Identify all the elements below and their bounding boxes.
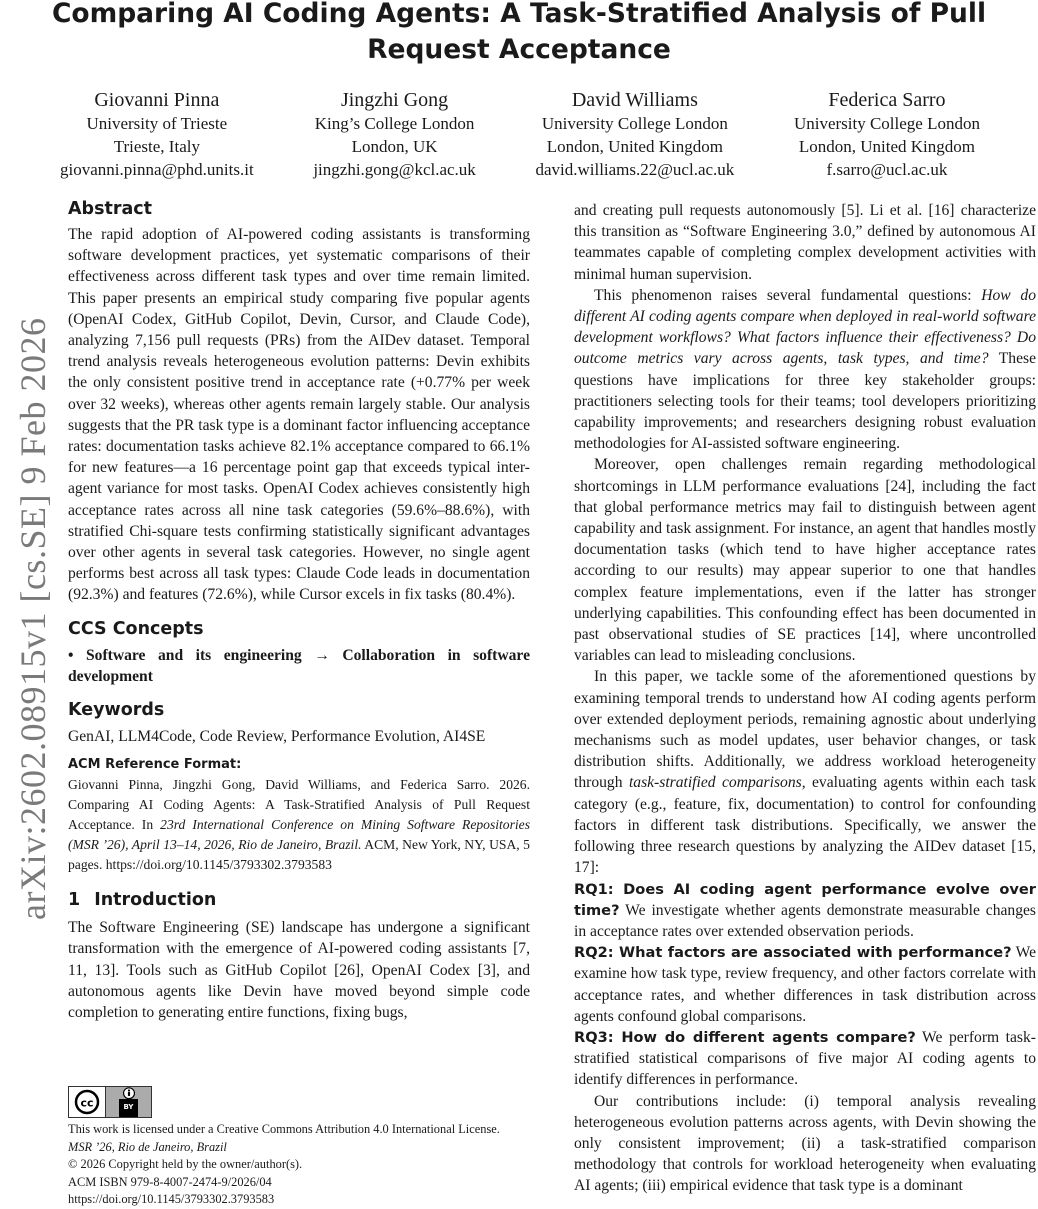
author-name: Jingzhi Gong	[340, 89, 449, 111]
section-number: 1	[68, 890, 81, 911]
author-name: Federica Sarro	[828, 89, 946, 111]
author-affiliation: King’s College London	[314, 114, 475, 133]
acm-reference	[68, 755, 530, 875]
attribution-icon	[106, 1087, 151, 1117]
license-block	[68, 1086, 538, 1209]
contributions-paragraph: Our contributions include: (i) temporal analysis revealing heterogeneous evolution patterns across agents, with Devin showing the only consistent improvement; (ii) a task-stratified comparison methodology that controls for workload heterogeneity when evaluating AI agents; (iii) empirical evidence that task type is a dominant	[574, 1092, 1036, 1195]
section-title: Introduction	[94, 890, 217, 911]
svg-text:cc: cc	[80, 1096, 94, 1110]
author-name: Giovanni Pinna	[94, 89, 220, 111]
ccs-heading: CCS Concepts	[68, 618, 204, 639]
paragraph-text: These questions have implications for three key stakeholder groups: practitioners selecting tools for their teams; tool developers prioritizing capability improvements; and researchers designing robust evaluation methodologies for AI-assisted software engineering.	[574, 350, 1036, 453]
rq2	[574, 942, 1036, 1027]
author-location: Trieste, Italy	[113, 137, 200, 156]
author-affiliation: University College London	[541, 114, 728, 133]
acm-reference-label: ACM Reference Format:	[68, 757, 242, 773]
author-affiliation: University College London	[793, 114, 980, 133]
arxiv-identifier: arXiv:2602.08915v1 [cs.SE] 9 Feb 2026	[13, 317, 53, 920]
intro-paragraph: and creating pull requests autonomously [5]. Li et al. [16] characterize this transition as “Software Engineering 3.0,” defined by autonomous AI teammates capable of completing complex development activities with minimal human supervision.	[574, 202, 1036, 283]
rq3	[574, 1027, 1036, 1091]
emphasis-text: task-stratified comparisons	[628, 774, 802, 792]
author-email[interactable]: jingzhi.gong@kcl.ac.uk	[313, 160, 476, 179]
rq3-label: RQ3: How do different agents compare?	[574, 1028, 916, 1046]
abstract-text: The rapid adoption of AI-powered coding assistants is transforming software development practices, yet systematic comparisons of their effectiveness across different task types and over time remain limited. This paper presents an empirical study comparing five popular agents (OpenAI Codex, GitHub Copilot, Devin, Cursor, and Claude Code), analyzing 7,156 pull requests (PRs) from the AIDev dataset. Temporal trend analysis reveals heterogeneous evolution patterns: Devin exhibits the only consistent positive trend in acceptance rate (+0.77% per week over 32 weeks), whereas other agents remain largely stable. Our analysis suggests that the PR task type is a dominant factor influencing acceptance rates: documentation tasks achieve 82.1% acceptance compared to 66.1% for new features—a 16 percentage point gap that exceeds typical inter-agent variance for most tasks. OpenAI Codex achieves consistently high acceptance rates across all nine task categories (59.6%–88.6%), with stratified Chi-square tests confirming statistically significant advantages over other agents in several task categories. However, no single agent performs best across all task types: Claude Code leads in documentation (92.3%) and features (72.6%), while Cursor excels in fix tasks (80.4%).	[68, 226, 530, 604]
paragraph-text: This phenomenon raises several fundamental questions:	[594, 286, 982, 304]
isbn-text: ACM ISBN 979-8-4007-2474-9/2026/04	[68, 1174, 272, 1189]
author-email[interactable]: david.williams.22@ucl.ac.uk	[535, 160, 735, 179]
rq2-text: We examine how task type, review frequency, and other factors correlate with acceptance rates, and whether differences in task distribution across agents confound global comparisons.	[574, 944, 1036, 1025]
intro-paragraph	[574, 666, 1036, 878]
rq1-label: RQ1: Does AI coding agent performance evolve over time?	[574, 880, 1036, 919]
by-label: BY	[119, 1099, 137, 1117]
research-questions-italic: How do different AI coding agents compare when deployed in real-world software development workflows? What factors influence their effectiveness? Do outcome metrics vary across agents, task types, and time?	[574, 286, 1036, 368]
paragraph-text: , evaluating agents within each task category (e.g., feature, fix, documentation) to control for confounding factors in different task distributions. Specifically, we answer the following three research questions by analyzing the AIDev dataset [15, 17]:	[574, 774, 1036, 877]
author-block	[60, 88, 980, 181]
license-text: This work is licensed under a Creative Commons Attribution 4.0 International License.	[68, 1122, 500, 1136]
author-name: David Williams	[571, 89, 698, 111]
intro-paragraph: Moreover, open challenges remain regarding methodological shortcomings in LLM performance evaluations [24], including the fact that global performance metrics may fail to distinguish between agent capability and task assignment. For instance, an agent that handles mostly documentation tasks (which tend to have higher acceptance rates according to our results) may appear superior to one that handles complex feature implementations, even if the latter has stronger underlying capabilities. This confounding effect has been documented in past observational studies of SE practices [14], where uncontrolled variables can lead to misleading conclusions.	[574, 456, 1036, 665]
acm-reference-venue: 23rd International Conference on Mining Software Repositories (MSR ’26), April 13–14, 2026, Rio de Janeiro, Brazil.	[68, 817, 530, 853]
rq1-text: We investigate whether agents demonstrate measurable changes in acceptance rates over extended observation periods.	[574, 901, 1036, 940]
acm-reference-authors: Giovanni Pinna, Jingzhi Gong, David Williams, and Federica Sarro. 2026. Comparing AI Coding Agents: A Task-Stratified Analysis of Pull Request Acceptance. In	[68, 777, 530, 833]
creative-commons-icon	[69, 1087, 106, 1117]
intro-paragraph: The Software Engineering (SE) landscape has undergone a significant transformation with the emergence of AI-powered coding assistants [7, 11, 13]. Tools such as GitHub Copilot [26], OpenAI Codex [3], and autonomous agents like Devin have moved beyond simple code completion to generating entire functions, fixing bugs,	[68, 919, 530, 1022]
keywords-heading: Keywords	[68, 700, 165, 721]
cc-by-badge[interactable]	[68, 1086, 152, 1118]
introduction-heading	[68, 887, 530, 913]
acm-reference-rest: ACM, New York, NY, USA, 5 pages. https://doi.org/10.1145/3793302.3793583	[68, 837, 530, 873]
author-location: London, United Kingdom	[798, 137, 976, 156]
rq2-label: RQ2: What factors are associated with performance?	[574, 944, 1012, 962]
paragraph-text: In this paper, we tackle some of the aforementioned questions by examining temporal trends to understand how AI coding agents perform over extended deployment periods, remaining agnostic about underlying mechanisms such as model updates, user behavior changes, or task distribution shifts. Additionally, we address workload heterogeneity through	[574, 668, 1036, 792]
left-column	[68, 196, 530, 1023]
doi-link[interactable]: https://doi.org/10.1145/3793302.3793583	[68, 1192, 275, 1207]
author-location: London, United Kingdom	[546, 137, 723, 156]
rq1	[574, 879, 1036, 943]
ccs-text: • Software and its engineering → Collaboration in software development	[68, 646, 530, 685]
author	[60, 88, 254, 181]
rq3-text: We perform task-stratified statistical comparisons of five major AI coding agents to identify differences in performance.	[574, 1028, 1036, 1089]
author	[535, 88, 734, 181]
abstract-heading: Abstract	[68, 199, 153, 219]
intro-paragraph	[574, 285, 1036, 455]
conference-venue: MSR ’26, Rio de Janeiro, Brazil	[68, 1139, 227, 1154]
author	[313, 88, 475, 181]
author-email[interactable]: giovanni.pinna@phd.units.it	[60, 160, 254, 179]
author-location: London, UK	[351, 137, 438, 156]
paper-title: Comparing AI Coding Agents: A Task-Stratified Analysis of Pull Request Acceptance	[51, 0, 987, 65]
author-email[interactable]: f.sarro@ucl.ac.uk	[826, 160, 948, 179]
author-affiliation: University of Trieste	[86, 114, 228, 133]
keywords-text: GenAI, LLM4Code, Code Review, Performance Evolution, AI4SE	[68, 728, 486, 746]
copyright-text: © 2026 Copyright held by the owner/author(s).	[68, 1157, 303, 1172]
author	[794, 88, 980, 181]
right-column	[574, 200, 1036, 1197]
